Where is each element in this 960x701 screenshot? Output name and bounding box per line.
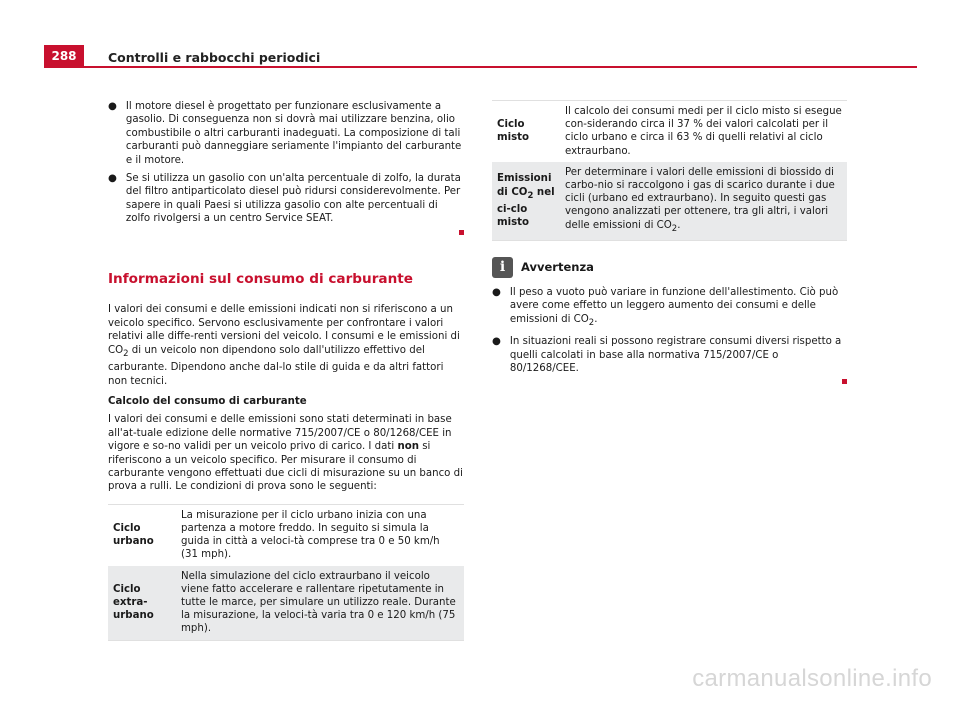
mixed-cycle-table xyxy=(492,100,847,241)
section-title: Informazioni sul consumo di carburante xyxy=(108,271,413,288)
cycle-label: Ciclo extra-urbano xyxy=(113,583,154,622)
section-end-mark xyxy=(459,230,464,235)
bullet-dot: ● xyxy=(108,173,117,185)
cycle-description: Nella simulazione del ciclo extraurbano il veicolo viene fatto accelerare e rallentare ripetutamente in tutte le marce, per simulare un utilizzo reale. Durante la misurazione, la veloci-tà varia tra 0 e 120 km/h (75 mph). xyxy=(181,570,456,635)
cycle-label: Ciclo misto xyxy=(497,119,530,144)
calculation-paragraph: I valori dei consumi e delle emissioni sono stati determinati in base all'at-tuale edizione delle normative 715/2007/CE o 80/1268/CEE in vigore e so-no validi per un veicolo privo di carico. I dati non si riferiscono a un veicolo specifico. Per misurare il consumo di carburante vengono effettuati due cicli di misurazione su un banco di prova a rulli. Le condizioni di prova sono le seguenti: xyxy=(108,414,463,493)
note-header xyxy=(492,257,847,278)
table-row xyxy=(492,162,847,240)
cycle-description: La misurazione per il ciclo urbano inizia con una partenza a motore freddo. In seguito si simula la guida in città a veloci-tà comprese tra 0 e 50 km/h (31 mph). xyxy=(181,509,440,561)
bullet-dot: ● xyxy=(492,286,501,298)
cycle-description: Il calcolo dei consumi medi per il ciclo misto si esegue con-siderando circa il 37 % dei valori calcolati per il ciclo urbano e circa il 63 % di quelli relativi al ciclo extraurbano. xyxy=(565,106,842,157)
cycle-label: Ciclo urbano xyxy=(113,522,154,548)
page-header-title: Controlli e rabbocchi periodici xyxy=(108,50,321,65)
intro-paragraph: I valori dei consumi e delle emissioni indicati non si riferiscono a un veicolo specifico. Servono esclusivamente per confrontare i valori relativi alle diffe-renti versioni del veicolo. I consumi e le emissioni di $CO_2$ di un veicolo non dipendono solo dall'utilizzo effettivo del carburante. Dipendono anche dal-lo stile di guida e da altri fattori non tecnici. xyxy=(108,304,460,387)
left-column xyxy=(108,100,464,641)
page-number: 288 xyxy=(44,45,84,67)
note-bullet xyxy=(492,286,847,330)
warning-bullet xyxy=(108,100,464,167)
table-row xyxy=(108,505,464,566)
cycle-label: Emissioni di $CO_2$ nel ci-clo misto xyxy=(497,173,555,229)
note-bullet xyxy=(492,335,847,389)
info-icon: i xyxy=(492,257,513,278)
section-end-mark xyxy=(842,379,847,384)
bullet-text: Il motore diesel è progettato per funzionare esclusivamente a gasolio. Di conseguenza non si dovrà mai utilizzare benzina, olio combustibile o altri carburanti inadeguati. La composizione di tali carburanti può danneggiare seriamente l'impianto del carburante e il motore. xyxy=(125,101,462,166)
section-heading-wrap xyxy=(108,273,464,286)
bullet-dot: ● xyxy=(108,101,117,112)
header-rule xyxy=(44,66,917,68)
test-cycles-table xyxy=(108,504,464,641)
cycle-description: Per determinare i valori delle emissioni di biossido di carbo-nio si raccolgono i gas di scarico durante i due cicli (urbano ed extraurbano). In seguito questi gas vengono analizzati per ottenere, tra gli altri, i valori delle emissioni di $CO_2$. xyxy=(565,166,835,234)
bullet-dot: ● xyxy=(492,336,501,348)
table-row xyxy=(492,101,847,162)
note-title: Avvertenza xyxy=(521,259,594,274)
sub-heading: Calcolo del consumo di carburante xyxy=(108,395,307,407)
table-row xyxy=(108,566,464,640)
warning-bullet xyxy=(108,172,464,239)
bullet-text: Se si utilizza un gasolio con un'alta percentuale di zolfo, la durata del filtro antiparticolato diesel può ridursi considerevolmente. Per sapere in quali Paesi si utilizza gasolio con alte percentuali di zolfo rivolgersi a un centro Service SEAT. xyxy=(126,172,464,239)
right-column xyxy=(492,100,847,394)
bullet-text: In situazioni reali si possono registrare consumi diversi rispetto a quelli calcolati in base alla normativa 715/2007/CE o 80/1268/CEE. xyxy=(510,335,847,389)
watermark: carmanualsonline.info xyxy=(692,665,932,692)
bullet-text: Il peso a vuoto può variare in funzione dell'allestimento. Ciò può avere come effetto un leggero aumento dei consumi e delle emissioni di $CO_2$. xyxy=(509,286,839,328)
